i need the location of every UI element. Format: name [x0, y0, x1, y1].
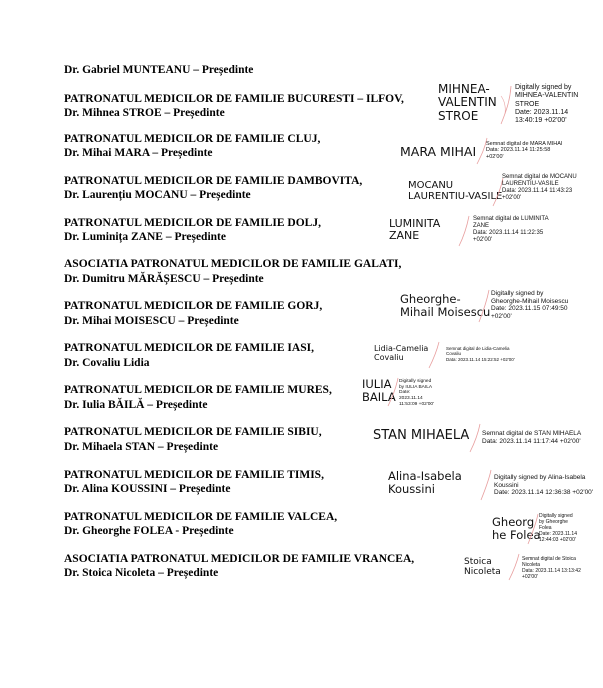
signature-details: Semnat digital de MARA MIHAI Data: 2023.11.14 11:25:58 +02'00'	[486, 141, 563, 160]
signer-name: Stoica Nicoleta	[464, 557, 501, 578]
text-line: PATRONATUL MEDICILOR DE FAMILIE DOLJ,	[64, 217, 321, 229]
signature-mark-icon	[458, 214, 470, 252]
signature-mark-icon	[480, 468, 492, 506]
text-line: PATRONATUL MEDICILOR DE FAMILIE VALCEA,	[64, 511, 338, 523]
signer-name: STAN MIHAELA	[373, 428, 470, 443]
text-line: ASOCIATIA PATRONATUL MEDICILOR DE FAMILIE VRANCEA,	[64, 553, 415, 565]
text-line: PATRONATUL MEDICILOR DE FAMILIE MURES,	[64, 384, 332, 396]
text-line: Dr. Mihnea STROE – Președinte	[64, 107, 225, 119]
signer-name: LUMINITA ZANE	[389, 217, 441, 243]
signature-details: Digitally signed by Gheorghe-Mihail Moisescu Date: 2023.11.15 07:49:50 +02'00'	[491, 290, 569, 320]
text-line: PATRONATUL MEDICILOR DE FAMILIE DAMBOVITA,	[64, 175, 363, 187]
signature-details: Digitally signed by MIHNEA-VALENTIN STROE Date: 2023.11.14 13:40:19 +02'00'	[515, 84, 579, 124]
text-line: Dr. Dumitru MĂRĂȘESCU – Președinte	[64, 273, 264, 285]
signature-mark-icon	[469, 422, 481, 460]
text-line: Dr. Covaliu Lidia	[64, 357, 150, 369]
signature-mark-icon	[428, 340, 440, 378]
signature-details: Semnat digital de STAN MIHAELA Data: 2023.11.14 11:17:44 +02'00'	[482, 430, 582, 445]
text-line: PATRONATUL MEDICILOR DE FAMILIE IASI,	[64, 342, 314, 354]
text-line: ASOCIATIA PATRONATUL MEDICILOR DE FAMILIE GALATI,	[64, 258, 402, 270]
text-line: PATRONATUL MEDICILOR DE FAMILIE BUCURESTI – ILFOV,	[64, 93, 404, 105]
text-line: PATRONATUL MEDICILOR DE FAMILIE SIBIU,	[64, 426, 322, 438]
signer-name: Alina-Isabela Koussini	[388, 469, 462, 496]
text-line: Dr. Gheorghe FOLEA - Președinte	[64, 525, 234, 537]
text-line: Dr. Gabriel MUNTEANU – Președinte	[64, 64, 254, 76]
signer-name: MIHNEA- VALENTIN STROE	[438, 82, 497, 123]
text-line: Dr. Mihai MOISESCU – Președinte	[64, 315, 239, 327]
text-line: PATRONATUL MEDICILOR DE FAMILIE TIMIS,	[64, 469, 324, 481]
signature-mark-icon	[508, 552, 520, 590]
text-line: Dr. Mihai MARA – Președinte	[64, 147, 213, 159]
text-line: PATRONATUL MEDICILOR DE FAMILIE CLUJ,	[64, 133, 321, 145]
text-line: PATRONATUL MEDICILOR DE FAMILIE GORJ,	[64, 300, 323, 312]
signer-name: IULIA BAILA	[362, 377, 396, 404]
text-line: Dr. Stoica Nicoleta – Președinte	[64, 567, 219, 579]
signature-mark-icon	[500, 84, 512, 122]
text-line: Dr. Mihaela STAN – Președinte	[64, 441, 219, 453]
signer-name: MARA MIHAI	[400, 144, 477, 159]
signature-mark-icon	[527, 512, 539, 550]
signature-details: Digitally signed by Gheorghe Folea Date: 2023.11.14 12:44:03 +02'00'	[539, 513, 577, 543]
signer-name: Gheorg he Folea	[492, 515, 541, 542]
signature-details: Digitally signed by IULIA BAILA Date: 2023.11.14 11:53:09 +02'00'	[399, 379, 434, 407]
text-line: Dr. Laurențiu MOCANU – Președinte	[64, 189, 251, 201]
text-line: Dr. Alina KOUSSINI – Președinte	[64, 483, 231, 495]
signature-details: Digitally signed by Alina-Isabela Koussini Date: 2023.11.14 12:36:38 +02'00'	[494, 474, 594, 497]
signature-mark-icon	[387, 376, 399, 414]
signer-name: MOCANU LAURENTIU-VASILE	[408, 180, 503, 203]
signature-mark-icon	[478, 288, 490, 326]
signer-name: Gheorghe- Mihail Moisescu	[400, 292, 491, 319]
signature-details: Semnat digital de MOCANU LAURENTIU-VASILE Data: 2023.11.14 11:43:23 +02'00'	[502, 174, 577, 202]
text-line: Dr. Iulia BĂILĂ – Președinte	[64, 399, 208, 411]
signature-details: Semnat digital de LUMINITA ZANE Data: 2023.11.14 11:22:35 +02'00'	[473, 216, 549, 244]
signature-details: Semnat digital de Lidia-Camelia Covaliu Data: 2023.11.14 15:22:52 +02'00'	[446, 346, 515, 362]
signature-details: Semnat digital de Stoica Nicoleta Data: 2023.11.14 13:13:42 +02'00'	[522, 556, 581, 580]
text-line: Dr. Luminița ZANE – Președinte	[64, 231, 226, 243]
signer-name: Lidia-Camelia Covaliu	[374, 344, 429, 362]
